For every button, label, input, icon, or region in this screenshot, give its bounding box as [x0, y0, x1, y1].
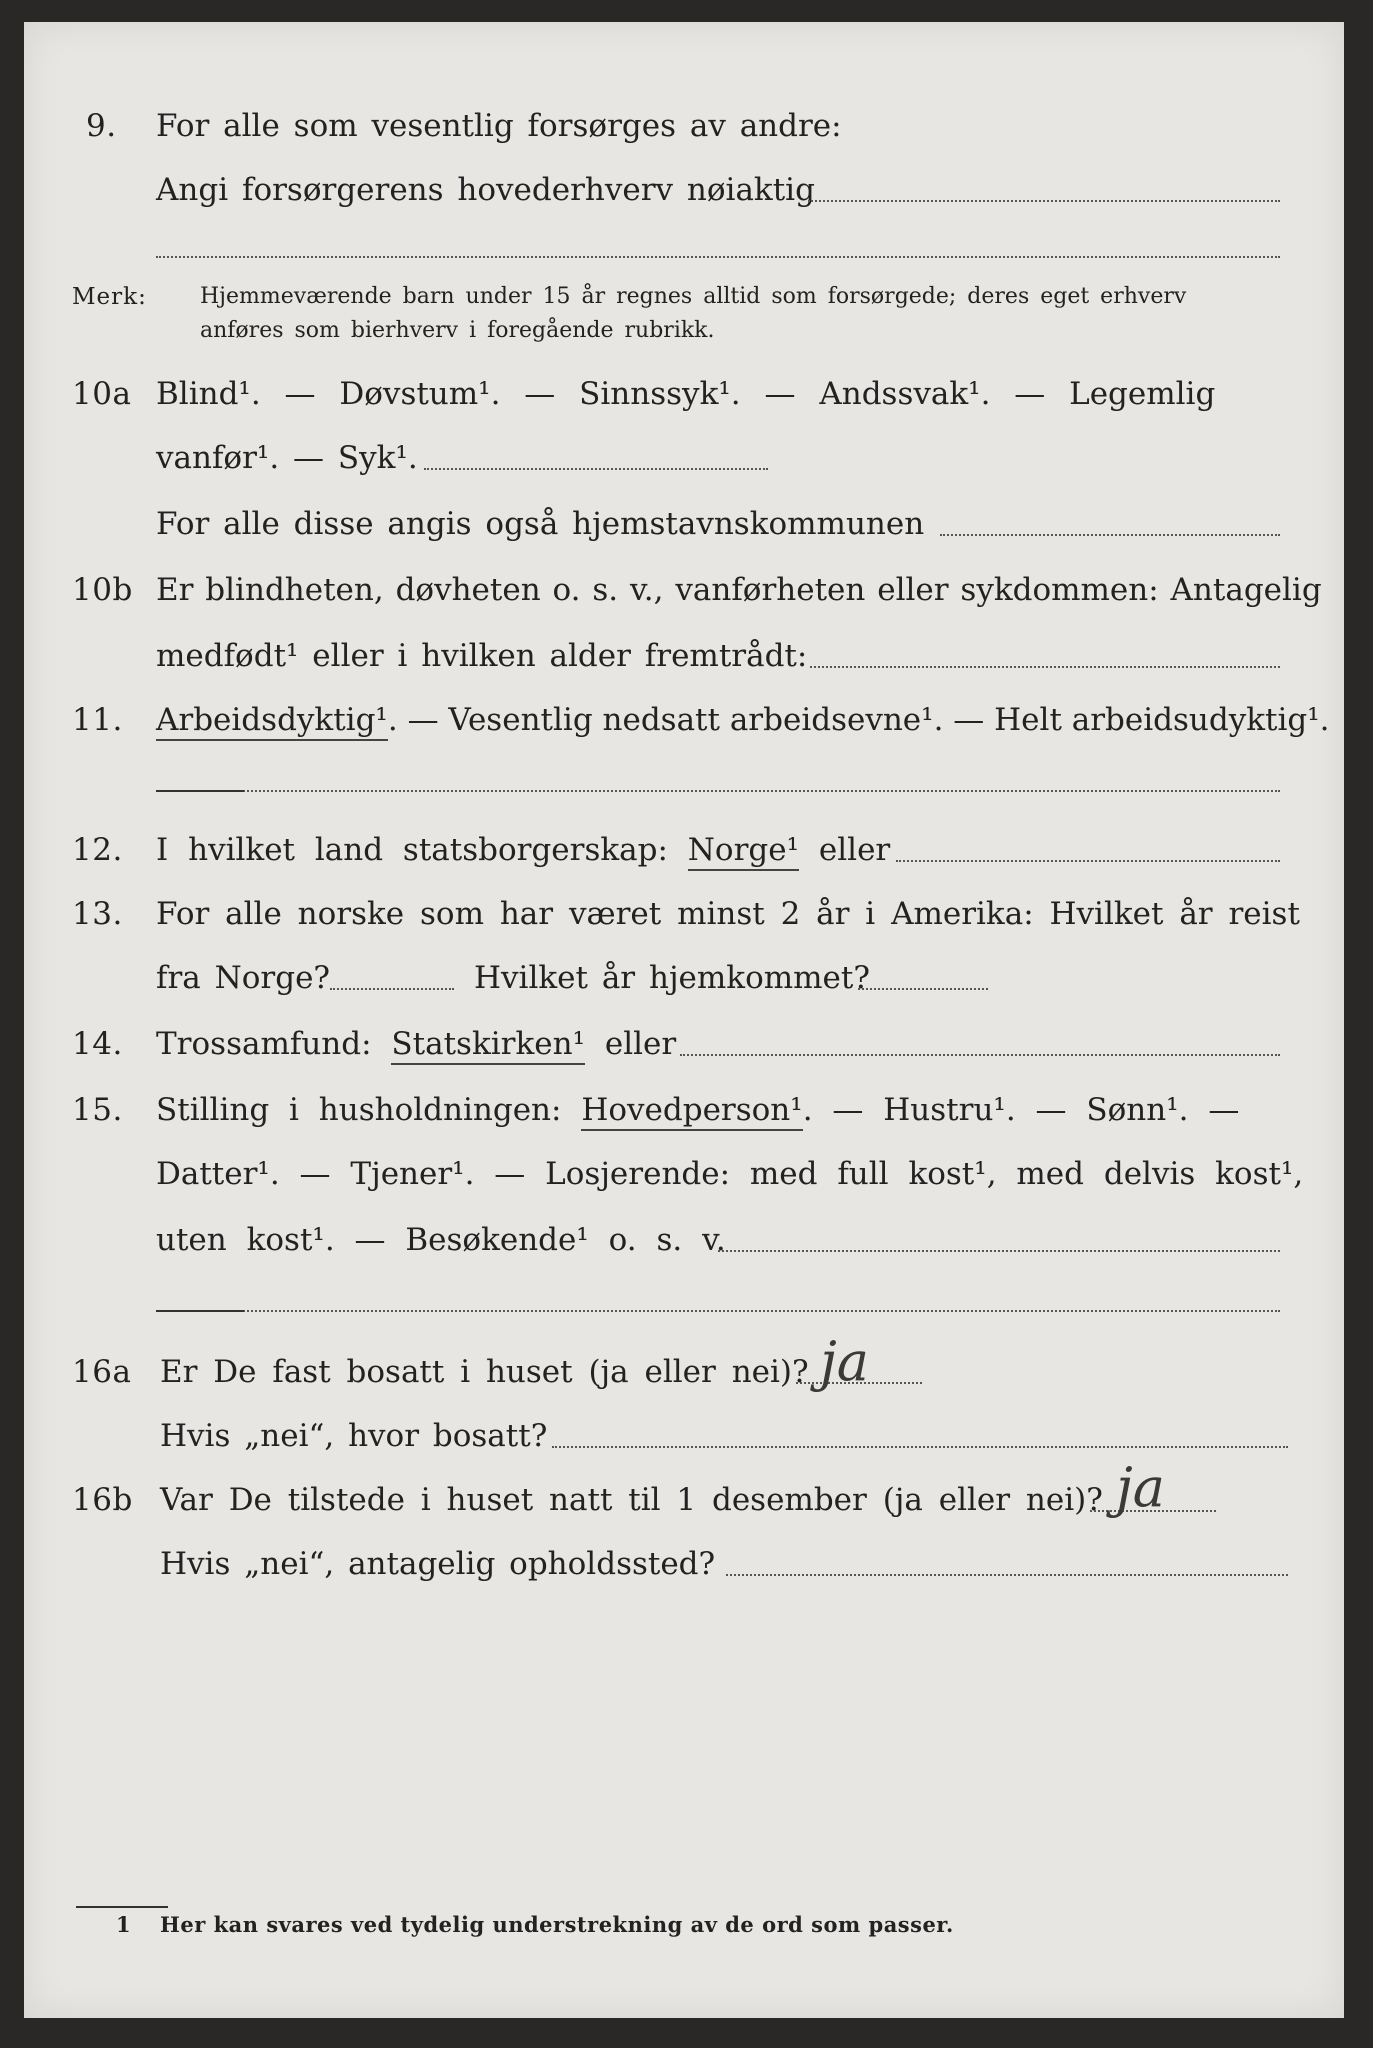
- footnote-rule: [76, 1906, 168, 1908]
- question-number: 10b: [72, 572, 133, 608]
- footnote-mark: 1: [116, 1912, 132, 1937]
- handwritten-answer: ja: [820, 1330, 869, 1393]
- footnote-text: Her kan svares ved tydelig understrekning av de ord som passer.: [160, 1912, 954, 1937]
- handwritten-answer: ja: [1116, 1456, 1165, 1519]
- selected-answer: Hovedperson¹: [581, 1092, 802, 1131]
- question-number: 13.: [72, 896, 123, 932]
- answer-line[interactable]: [810, 666, 1280, 668]
- question-14-post: eller: [604, 1026, 677, 1062]
- note-line-1: Hjemmeværende barn under 15 år regnes alltid som forsørgede; deres eget erhverv: [200, 284, 1187, 309]
- question-9-line-1: For alle som vesentlig forsørges av andre:: [156, 108, 842, 144]
- question-number: 11.: [72, 702, 123, 738]
- note-line-2: anføres som bierhverv i foregående rubrikk.: [200, 318, 715, 343]
- question-16a-line-2: Hvis „nei“, hvor bosatt?: [160, 1418, 548, 1454]
- question-13-line-2b: Hvilket år hjemkommet?: [474, 960, 870, 996]
- selected-answer: Statskirken¹: [391, 1026, 585, 1065]
- question-number: 10a: [72, 376, 132, 412]
- answer-line[interactable]: [156, 1310, 1280, 1312]
- question-14-text: [156, 1026, 676, 1062]
- question-12-pre: I hvilket land statsborgerskap:: [156, 832, 668, 868]
- answer-line[interactable]: [552, 1446, 1288, 1448]
- answer-line[interactable]: [680, 1054, 1280, 1056]
- question-13-line-1: For alle norske som har været minst 2 år i Amerika: Hvilket år reist: [156, 896, 1300, 932]
- question-11-rest: . — Vesentlig nedsatt arbeidsevne¹. — Helt arbeidsudyktig¹.: [387, 702, 1330, 738]
- question-9-line-2: Angi forsørgerens hovederhverv nøiaktig: [156, 172, 815, 208]
- answer-line[interactable]: [156, 790, 1280, 792]
- question-16b-line-1: Var De tilstede i huset natt til 1 desember (ja eller nei)?: [160, 1482, 1103, 1518]
- question-15-line-3: uten kost¹. — Besøkende¹ o. s. v.: [156, 1222, 726, 1258]
- answer-line[interactable]: [858, 988, 988, 990]
- question-12-text: [156, 832, 890, 868]
- rule: [156, 790, 244, 792]
- question-number: 9.: [86, 108, 117, 144]
- selected-answer: Norge¹: [688, 832, 799, 871]
- answer-line[interactable]: [808, 200, 1280, 202]
- question-15-post: . — Hustru¹. — Sønn¹. —: [802, 1092, 1240, 1128]
- question-number: 14.: [72, 1026, 123, 1062]
- question-16b-line-2: Hvis „nei“, antagelig opholdssted?: [160, 1546, 716, 1582]
- question-number: 16b: [72, 1482, 133, 1518]
- question-number: 15.: [72, 1092, 123, 1128]
- question-11-text: [156, 702, 1330, 738]
- question-15-line-1: [156, 1092, 1239, 1128]
- question-number: 12.: [72, 832, 123, 868]
- question-13-line-2a: fra Norge?: [156, 960, 331, 996]
- answer-line[interactable]: [896, 860, 1280, 862]
- answer-line[interactable]: [940, 534, 1280, 536]
- question-15-pre: Stilling i husholdningen:: [156, 1092, 562, 1128]
- answer-line[interactable]: [718, 1250, 1280, 1252]
- note-label: Merk:: [72, 284, 147, 310]
- answer-line[interactable]: [330, 988, 454, 990]
- question-10a-line-1: Blind¹. — Døvstum¹. — Sinnssyk¹. — Andssvak¹. — Legemlig: [156, 376, 1216, 412]
- rule: [156, 1310, 244, 1312]
- answer-line[interactable]: [424, 468, 768, 470]
- question-15-line-2: Datter¹. — Tjener¹. — Losjerende: med full kost¹, med delvis kost¹,: [156, 1156, 1304, 1192]
- question-16a-line-1: Er De fast bosatt i huset (ja eller nei)?: [160, 1354, 809, 1390]
- question-10b-line-2: medfødt¹ eller i hvilken alder fremtrådt:: [156, 638, 808, 674]
- question-10b-line-1: Er blindheten, døvheten o. s. v., vanførheten eller sykdommen: Antagelig: [156, 572, 1322, 608]
- question-10a-line-3: For alle disse angis også hjemstavnskommunen: [156, 506, 925, 542]
- answer-line[interactable]: [726, 1574, 1288, 1576]
- answer-line[interactable]: [156, 256, 1280, 258]
- question-number: 16a: [72, 1354, 132, 1390]
- question-14-pre: Trossamfund:: [156, 1026, 372, 1062]
- selected-answer: Arbeidsdyktig¹: [156, 702, 388, 741]
- question-12-post: eller: [818, 832, 891, 868]
- question-10a-line-2: vanfør¹. — Syk¹.: [156, 440, 418, 476]
